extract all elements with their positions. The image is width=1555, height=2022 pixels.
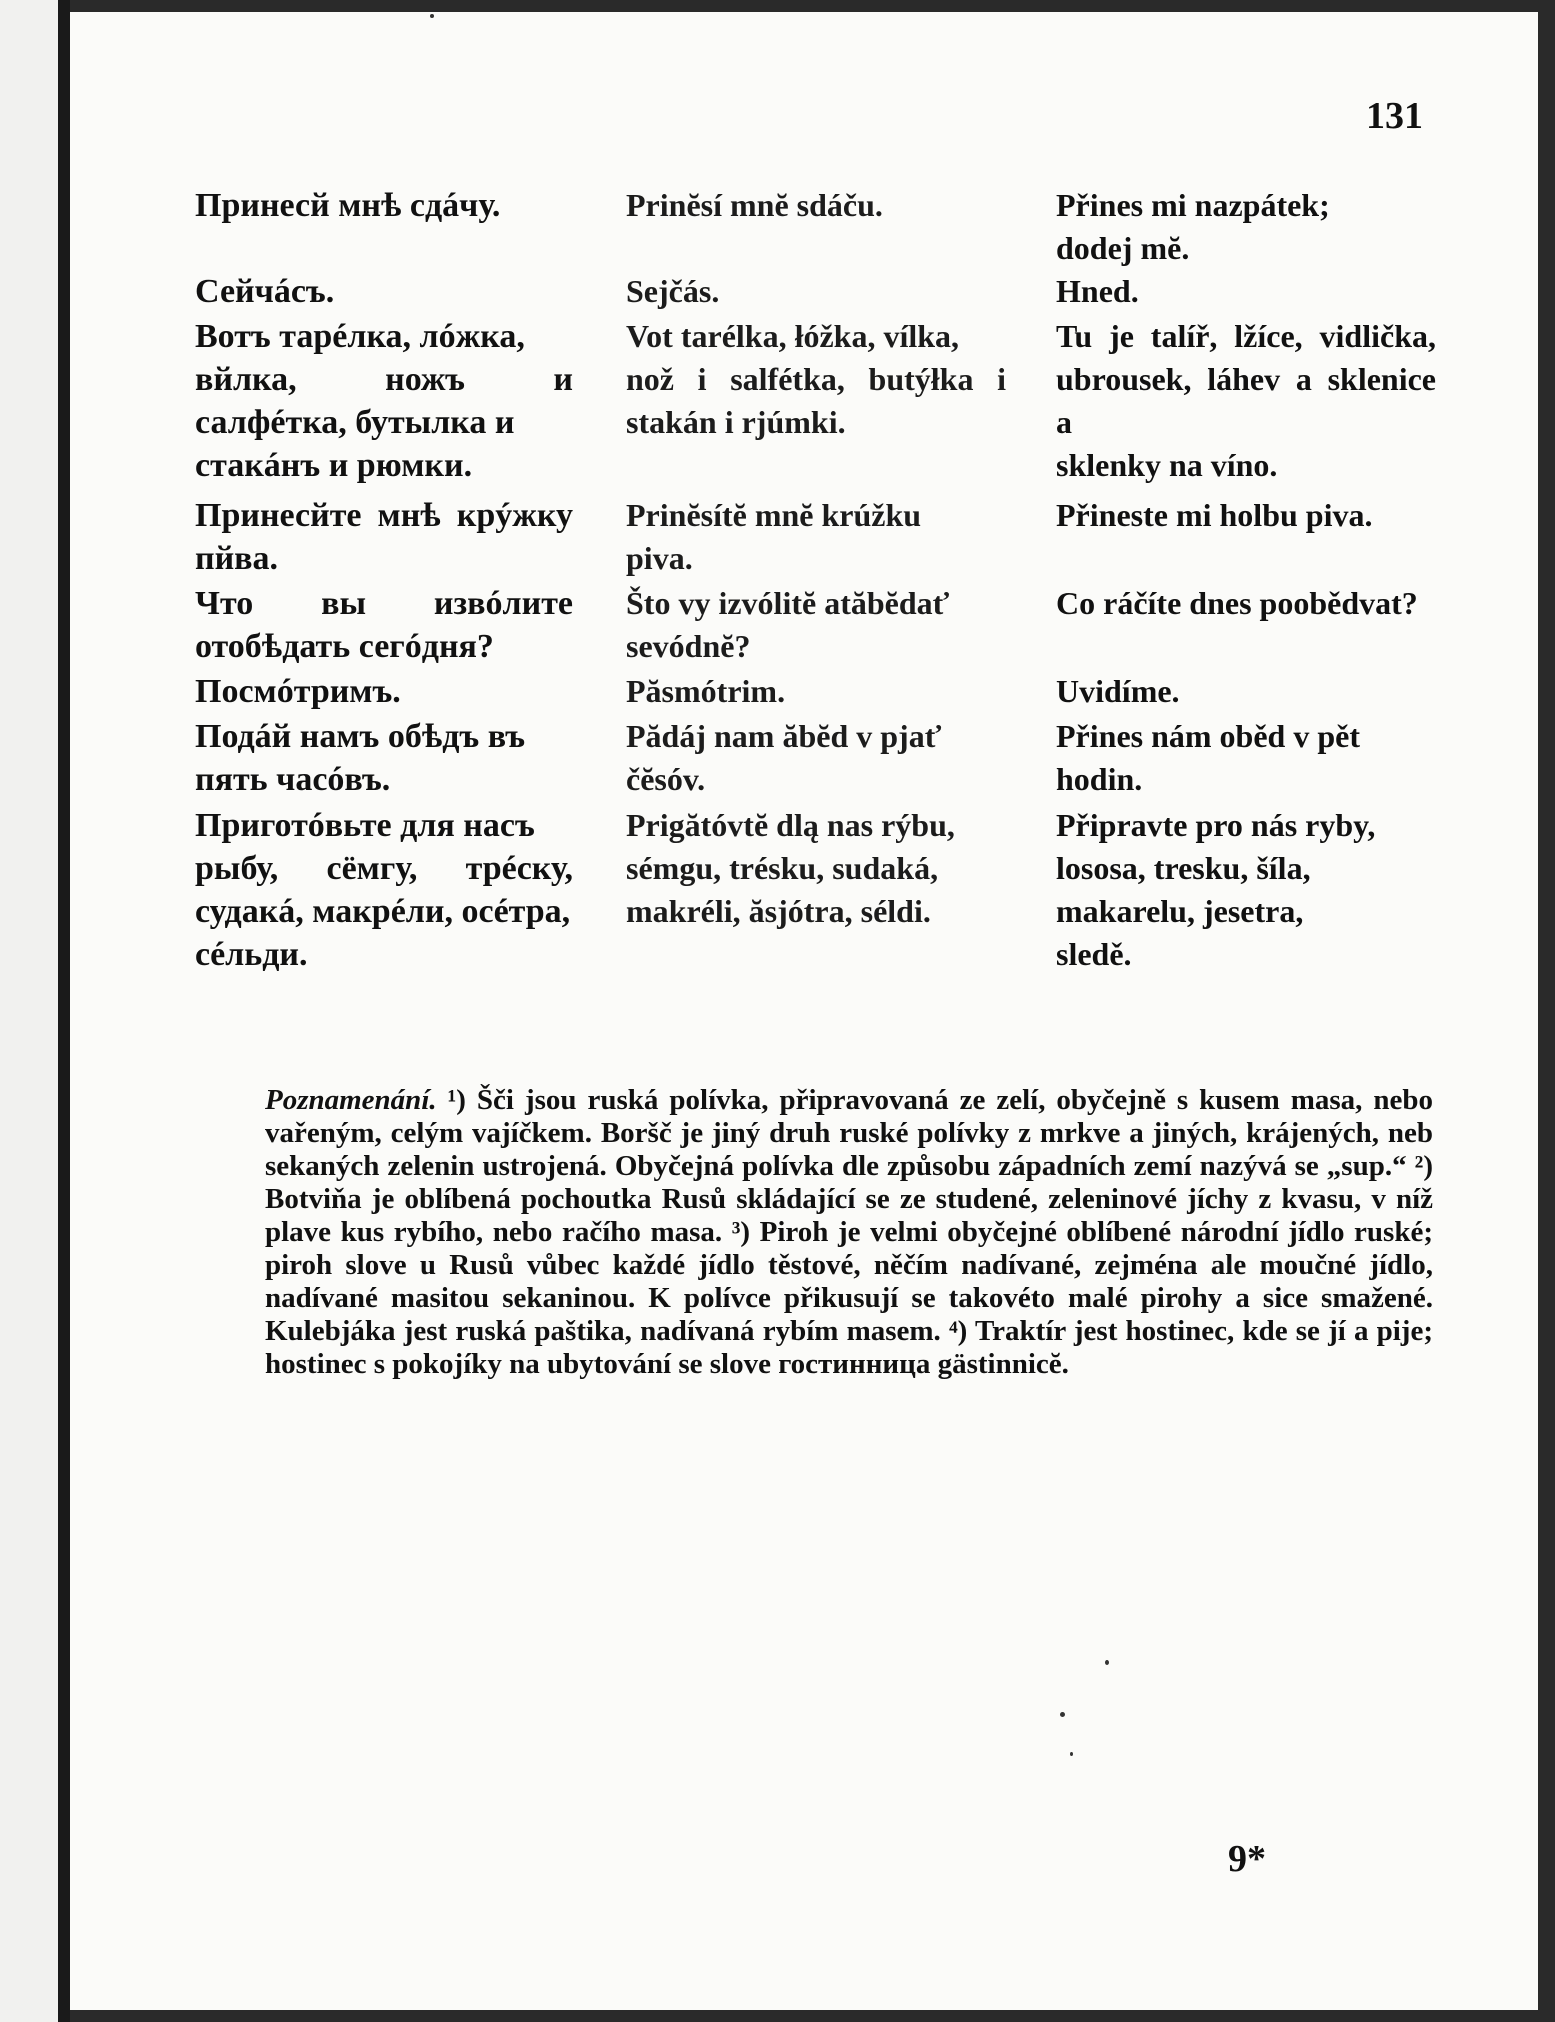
russian-phrase: Подáй намъ обѣдъ въ пять часóвъ. [195,718,526,798]
scan-speck [430,14,434,18]
transliteration: Păsmótrim. [626,673,786,709]
russian-phrase: Принесй мнѣ сдáчу. [195,187,501,224]
transliteration: Pădáj nam ăbĕd v pjať čĕsóv. [626,718,942,797]
czech-translation: Uvidíme. [1056,673,1180,709]
czech-translation: Přines nám oběd v pět hodin. [1056,718,1360,797]
czech-translation: Připravte pro nás ryby, lososa, tresku, šíla, makarelu, jesetra, sledě. [1056,807,1376,972]
book-page [70,12,1538,2010]
footnote-label: Poznamenání. [265,1084,437,1116]
scan-gutter [58,0,70,2022]
transliteration: Vot tarélka, łóžka, vílka, nož i salfétka, butýłka i stakán i rjúmki. [626,318,1006,440]
signature-mark: 9* [1228,1838,1266,1880]
transliteration: Sejčás. [626,273,720,309]
scan-speck [1060,1712,1065,1717]
russian-phrase: Что вы извóлите отобѣдать сегóдня? [195,585,573,665]
transliteration: Prigătóvtĕ dlą nas rýbu, sémgu, trésku, sudaká, makréli, ăsjótra, séldi. [626,807,955,929]
czech-translation: Přineste mi holbu piva. [1056,497,1373,533]
czech-translation: Co ráčíte dnes poobědvat? [1056,585,1418,621]
russian-phrase: Приготóвьте для насъ рыбу, сёмгу, трéску, судакá, макрéли, осéтра, сéльди. [195,807,573,973]
scan-speck [1070,1752,1073,1756]
footnote-block [265,1084,1433,1381]
russian-phrase: Принесйте мнѣ крýжку пйва. [195,497,573,577]
czech-translation: Tu je talíř, lžíce, vidlička, ubrousek, láhev a sklenice a sklenky na víno. [1056,318,1436,483]
russian-phrase: Посмóтримъ. [195,673,401,710]
page-number: 131 [1366,95,1423,137]
czech-translation: Přines mi nazpátek; dodej mĕ. [1056,187,1330,266]
scan-left-margin [0,0,58,2022]
footnote-text: ¹) Šči jsou ruská polívka, připravovaná ze zelí, obyčejně s kusem masa, nebo vařeným, celým vajíčkem. Boršč je jiný druh ruské polívky z mrkve a jiných, krájených, neb sekaných zelenin ustrojená. Obyčejná polívka dle způsobu západních zemí nazývá se „sup.“ ²) Botviňa je oblíbená pochoutka Rusů skládající se ze studené, zeleninové jíchy z kvasu, v níž plave kus rybího, nebo račího masa. ³) Piroh je velmi obyčejné oblíbené národní jídlo ruské; piroh slove u Rusů vůbec každé jídlo těstové, něčím nadívané, zejména ale moučné jídlo, nadívané masitou sekaninou. K polívce přikusují se takovéto malé pirohy a sice smažené. Kulebjáka jest ruská paštika, nadívaná rybím masem. ⁴) Traktír jest hostinec, kde se jí a pije; hostinec s pokojíky na ubytování se slove гостинница gästinnicĕ. [265,1084,1434,1380]
czech-translation: Hned. [1056,273,1139,309]
transliteration: Prinĕsí mnĕ sdáču. [626,187,883,223]
russian-phrase: Вотъ тарéлка, лóжка, вйлка, ножъ и салфéтка, бутылка и стакáнъ и рюмки. [195,318,573,484]
transliteration: Prinĕsítĕ mnĕ krúžku piva. [626,497,922,576]
russian-phrase: Сейчáсъ. [195,273,335,310]
scan-speck [1105,1660,1109,1665]
transliteration: Što vy izvólitĕ atăbĕdať sevódnĕ? [626,585,950,664]
